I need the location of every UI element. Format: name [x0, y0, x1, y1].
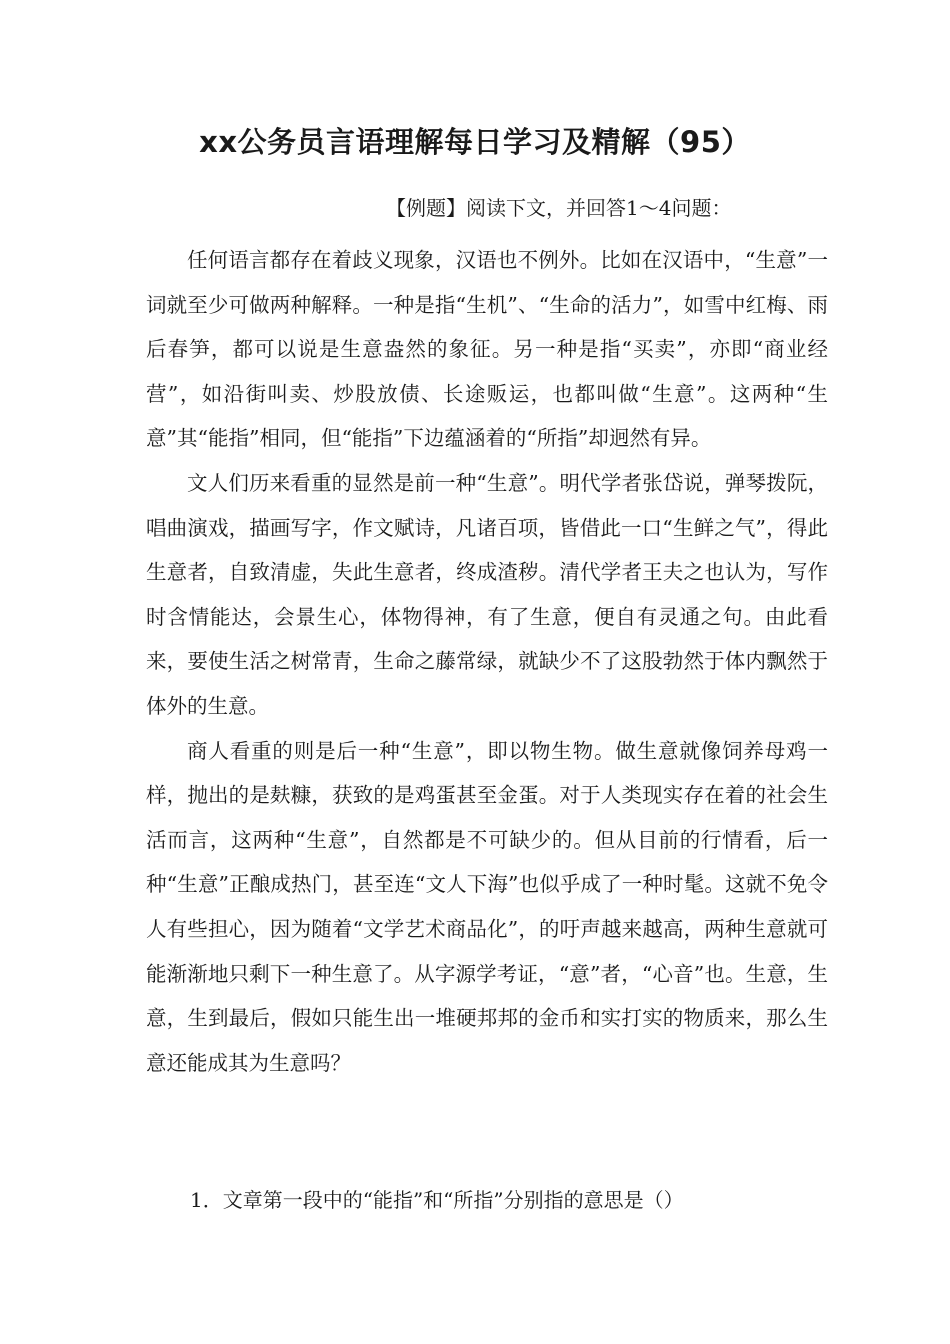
article-body: [146, 238, 828, 1085]
paragraph-3: 商人看重的则是后一种“生意”，即以物生物。做生意就像饲养母鸡一样，抛出的是麸糠，获致的是鸡蛋甚至金蛋。对于人类现实存在着的社会生活而言，这两种“生意”，自然都是不可缺少的。但从目前的行情看，后一种“生意”正酿成热门，甚至连“文人下海”也似乎成了一种时髦。这就不免令人有些担心，因为随着“文学艺术商品化”，的吁声越来越高，两种生意就可能渐渐地只剩下一种生意了。从字源学考证，“意”者，“心音”也。生意，生意，生到最后，假如只能生出一堆硬邦邦的金币和实打实的物质来，那么生意还能成其为生意吗？: [146, 738, 828, 1075]
paragraph-1: 任何语言都存在着歧义现象，汉语也不例外。比如在汉语中，“生意”一词就至少可做两种解释。一种是指“生机”、“生命的活力”，如雪中红梅、雨后春笋，都可以说是生意盎然的象征。另一种是指“买卖”，亦即“商业经营”，如沿街叫卖、炒股放债、长途贩运，也都叫做“生意”。这两种“生意”其“能指”相同，但“能指”下边蕴涵着的“所指”却迥然有异。: [146, 248, 828, 451]
question-1: 1．文章第一段中的“能指”和“所指”分别指的意思是（）: [190, 1188, 684, 1212]
example-intro: 【例题】阅读下文，并回答1～4问题：: [386, 196, 732, 220]
paragraph-2: 文人们历来看重的显然是前一种“生意”。明代学者张岱说，弹琴拨阮，唱曲演戏，描画写字，作文赋诗，凡诸百项，皆借此一口“生鲜之气”，得此生意者，自致清虚，失此生意者，终成渣秽。清代学者王夫之也认为，写作时含情能达，会景生心，体物得神，有了生意，便自有灵通之句。由此看来，要使生活之树常青，生命之藤常绿，就缺少不了这股勃然于体内飘然于体外的生意。: [146, 470, 828, 718]
document-title: xx公务员言语理解每日学习及精解（95）: [199, 125, 751, 159]
